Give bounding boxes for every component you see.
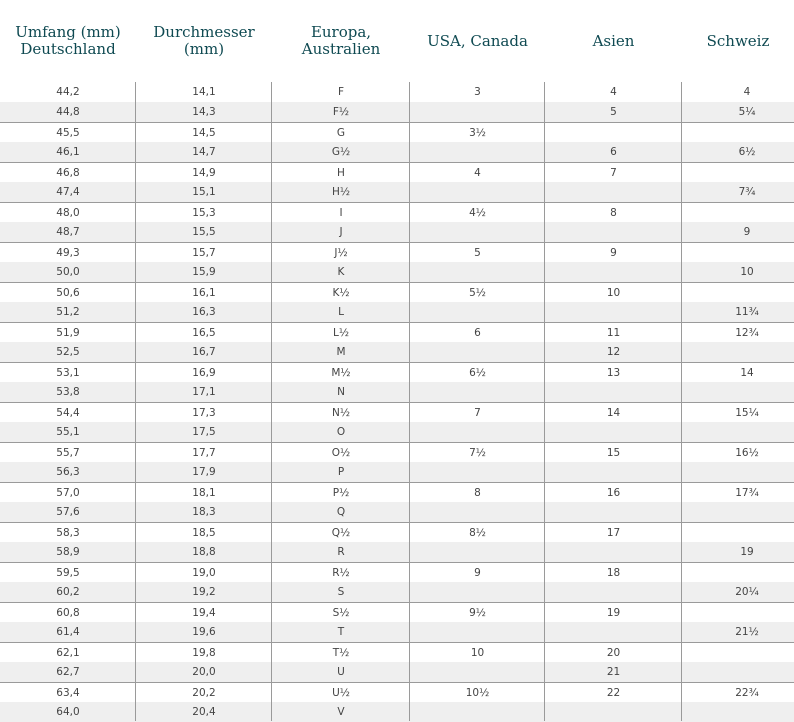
schweiz-cell: 17¾: [735, 487, 759, 499]
usa-cell: 3: [474, 86, 481, 98]
europa-cell: G: [336, 127, 346, 139]
table-row: [0, 582, 794, 602]
umfang-cell: 51,9: [56, 327, 80, 339]
schweiz-cell: [682, 502, 794, 522]
usa-cell: [410, 382, 545, 402]
europa-cell: S½: [332, 607, 350, 619]
table-row: [0, 462, 794, 482]
umfang-cell: 44,2: [56, 86, 80, 98]
header-asien: Asien: [592, 31, 635, 50]
asien-cell: 8: [610, 207, 617, 219]
asien-cell: [545, 582, 682, 602]
durchmesser-cell: 20,0: [192, 666, 216, 678]
asien-cell: [545, 462, 682, 482]
europa-cell: T½: [332, 647, 350, 659]
table-row: [0, 682, 794, 702]
table-row: [0, 542, 794, 562]
europa-cell: N½: [331, 407, 351, 419]
umfang-cell: 45,5: [56, 127, 80, 139]
asien-cell: [545, 182, 682, 202]
umfang-cell: 57,0: [56, 487, 80, 499]
header-umfang: Umfang (mm) Deutschland: [15, 23, 121, 58]
umfang-cell: 59,5: [56, 567, 80, 579]
usa-cell: 8½: [469, 527, 486, 539]
schweiz-cell: 20¼: [735, 586, 759, 598]
table-row: [0, 362, 794, 382]
usa-cell: 5½: [469, 287, 486, 299]
usa-cell: 8: [474, 487, 481, 499]
usa-cell: [410, 142, 545, 162]
usa-cell: [410, 702, 545, 722]
asien-cell: 16: [606, 487, 621, 499]
usa-cell: 4: [474, 167, 481, 179]
column-divider: [135, 82, 136, 721]
europa-cell: P½: [332, 487, 350, 499]
umfang-cell: 56,3: [56, 466, 80, 478]
umfang-cell: 64,0: [56, 706, 80, 718]
schweiz-cell: [682, 563, 794, 583]
schweiz-cell: [682, 283, 794, 303]
table-row: [0, 202, 794, 222]
usa-cell: 3½: [469, 127, 486, 139]
schweiz-cell: [682, 462, 794, 482]
table-row: [0, 522, 794, 542]
table-row: [0, 602, 794, 622]
schweiz-cell: 22¾: [735, 687, 759, 699]
asien-cell: 7: [610, 167, 617, 179]
usa-cell: [410, 262, 545, 282]
durchmesser-cell: 18,8: [192, 546, 216, 558]
durchmesser-cell: 16,1: [192, 287, 216, 299]
table-row: [0, 142, 794, 162]
europa-cell: K: [337, 266, 345, 278]
asien-cell: 6: [610, 146, 617, 158]
umfang-cell: 60,2: [56, 586, 80, 598]
schweiz-cell: [682, 523, 794, 543]
europa-cell: H: [337, 167, 345, 179]
durchmesser-cell: 17,3: [192, 407, 216, 419]
table-row: [0, 82, 794, 102]
umfang-cell: 49,3: [56, 247, 80, 259]
usa-cell: 7: [474, 407, 481, 419]
asien-cell: [545, 123, 682, 143]
durchmesser-cell: 19,0: [192, 567, 216, 579]
usa-cell: 10: [470, 647, 485, 659]
column-divider: [544, 82, 545, 721]
table-row: [0, 562, 794, 582]
umfang-cell: 46,1: [56, 146, 80, 158]
table-row: [0, 302, 794, 322]
umfang-cell: 54,4: [56, 407, 80, 419]
schweiz-cell: 11¾: [735, 306, 759, 318]
europa-cell: H½: [331, 186, 351, 198]
table-row: [0, 322, 794, 342]
header-europa-australien: Europa, Australien: [301, 23, 381, 58]
durchmesser-cell: 19,2: [192, 586, 216, 598]
header-usa-canada: USA, Canada: [427, 31, 528, 50]
usa-cell: [410, 222, 545, 242]
umfang-cell: 48,0: [56, 207, 80, 219]
table-row: [0, 282, 794, 302]
schweiz-cell: 15¼: [735, 407, 759, 419]
umfang-cell: 47,4: [56, 186, 80, 198]
schweiz-cell: 14: [740, 367, 754, 379]
usa-cell: [410, 622, 545, 642]
durchmesser-cell: 15,5: [192, 226, 216, 238]
table-row: [0, 482, 794, 502]
durchmesser-cell: 17,5: [192, 426, 216, 438]
schweiz-cell: [682, 163, 794, 183]
durchmesser-cell: 14,7: [192, 146, 216, 158]
usa-cell: 6½: [469, 367, 486, 379]
table-row: [0, 382, 794, 402]
europa-cell: L: [338, 306, 344, 318]
europa-cell: Q: [336, 506, 346, 518]
umfang-cell: 44,8: [56, 106, 80, 118]
umfang-cell: 55,1: [56, 426, 80, 438]
durchmesser-cell: 16,5: [192, 327, 216, 339]
usa-cell: [410, 302, 545, 322]
table-row: [0, 662, 794, 682]
umfang-cell: 62,1: [56, 647, 80, 659]
europa-cell: O: [336, 426, 346, 438]
schweiz-cell: [682, 243, 794, 263]
asien-cell: 17: [606, 527, 621, 539]
durchmesser-cell: 20,2: [192, 687, 216, 699]
europa-cell: M½: [331, 367, 351, 379]
durchmesser-cell: 18,3: [192, 506, 216, 518]
umfang-cell: 50,0: [56, 266, 80, 278]
usa-cell: [410, 342, 545, 362]
europa-cell: R½: [332, 567, 350, 579]
durchmesser-cell: 15,7: [192, 247, 216, 259]
asien-cell: 19: [606, 607, 621, 619]
usa-cell: [410, 422, 545, 442]
usa-cell: [410, 582, 545, 602]
europa-cell: N: [337, 386, 345, 398]
schweiz-cell: 7¾: [738, 186, 756, 198]
table-body: [0, 82, 794, 722]
schweiz-cell: [682, 702, 794, 722]
asien-cell: [545, 542, 682, 562]
schweiz-cell: [682, 123, 794, 143]
durchmesser-cell: 16,7: [192, 346, 216, 358]
schweiz-cell: [682, 342, 794, 362]
schweiz-cell: 21½: [735, 626, 759, 638]
europa-cell: M: [336, 346, 346, 358]
umfang-cell: 57,6: [56, 506, 80, 518]
umfang-cell: 52,5: [56, 346, 80, 358]
schweiz-cell: [682, 422, 794, 442]
table-row: [0, 162, 794, 182]
durchmesser-cell: 15,9: [192, 266, 216, 278]
asien-cell: 10: [606, 287, 621, 299]
schweiz-cell: 19: [740, 546, 754, 558]
table-row: [0, 262, 794, 282]
usa-cell: [410, 102, 545, 122]
asien-cell: [545, 382, 682, 402]
usa-cell: [410, 662, 545, 682]
schweiz-cell: 6½: [738, 146, 756, 158]
umfang-cell: 55,7: [56, 447, 80, 459]
table-row: [0, 642, 794, 662]
table-row: [0, 622, 794, 642]
usa-cell: [410, 542, 545, 562]
durchmesser-cell: 19,4: [192, 607, 216, 619]
umfang-cell: 63,4: [56, 687, 80, 699]
durchmesser-cell: 18,5: [192, 527, 216, 539]
table-row: [0, 502, 794, 522]
schweiz-cell: [682, 662, 794, 682]
asien-cell: [545, 622, 682, 642]
durchmesser-cell: 15,3: [192, 207, 216, 219]
schweiz-cell: [682, 603, 794, 623]
schweiz-cell: 9: [743, 226, 751, 238]
asien-cell: 9: [610, 247, 617, 259]
umfang-cell: 46,8: [56, 167, 80, 179]
column-divider: [681, 82, 682, 721]
umfang-cell: 61,4: [56, 626, 80, 638]
durchmesser-cell: 19,8: [192, 647, 216, 659]
asien-cell: [545, 422, 682, 442]
europa-cell: P: [337, 466, 345, 478]
durchmesser-cell: 18,1: [192, 487, 216, 499]
europa-cell: G½: [331, 146, 351, 158]
asien-cell: [545, 702, 682, 722]
durchmesser-cell: 14,1: [192, 86, 216, 98]
asien-cell: 22: [606, 687, 621, 699]
umfang-cell: 53,8: [56, 386, 80, 398]
durchmesser-cell: 17,9: [192, 466, 216, 478]
umfang-cell: 58,9: [56, 546, 80, 558]
asien-cell: [545, 302, 682, 322]
europa-cell: U½: [332, 687, 350, 699]
europa-cell: U: [337, 666, 345, 678]
durchmesser-cell: 16,9: [192, 367, 216, 379]
durchmesser-cell: 14,9: [192, 167, 216, 179]
table-row: [0, 222, 794, 242]
durchmesser-cell: 14,3: [192, 106, 216, 118]
europa-cell: T: [337, 626, 345, 638]
asien-cell: 4: [610, 86, 617, 98]
schweiz-cell: [682, 382, 794, 402]
asien-cell: 21: [606, 666, 621, 678]
asien-cell: 13: [606, 367, 621, 379]
europa-cell: J: [339, 226, 343, 238]
asien-cell: [545, 262, 682, 282]
table-row: [0, 702, 794, 722]
europa-cell: S: [337, 586, 345, 598]
umfang-cell: 60,8: [56, 607, 80, 619]
umfang-cell: 48,7: [56, 226, 80, 238]
europa-cell: I: [339, 207, 343, 219]
schweiz-cell: 4: [743, 86, 751, 98]
header-schweiz: Schweiz: [706, 31, 770, 50]
asien-cell: [545, 222, 682, 242]
schweiz-cell: 12¾: [735, 327, 759, 339]
durchmesser-cell: 14,5: [192, 127, 216, 139]
europa-cell: Q½: [331, 527, 351, 539]
durchmesser-cell: 16,3: [192, 306, 216, 318]
schweiz-cell: [682, 643, 794, 663]
usa-cell: 7½: [469, 447, 486, 459]
usa-cell: 4½: [469, 207, 486, 219]
umfang-cell: 58,3: [56, 527, 80, 539]
asien-cell: 20: [606, 647, 621, 659]
table-row: [0, 402, 794, 422]
schweiz-cell: 16½: [735, 447, 759, 459]
usa-cell: [410, 502, 545, 522]
umfang-cell: 53,1: [56, 367, 80, 379]
asien-cell: 18: [606, 567, 621, 579]
asien-cell: 15: [606, 447, 621, 459]
durchmesser-cell: 20,4: [192, 706, 216, 718]
table-row: [0, 422, 794, 442]
usa-cell: 6: [474, 327, 481, 339]
schweiz-cell: [682, 203, 794, 223]
durchmesser-cell: 17,7: [192, 447, 216, 459]
usa-cell: 9½: [469, 607, 486, 619]
asien-cell: 5: [610, 106, 617, 118]
table-row: [0, 342, 794, 362]
europa-cell: V: [337, 706, 345, 718]
column-divider: [271, 82, 272, 721]
usa-cell: [410, 182, 545, 202]
durchmesser-cell: 15,1: [192, 186, 216, 198]
table-row: [0, 242, 794, 262]
umfang-cell: 51,2: [56, 306, 80, 318]
europa-cell: R: [337, 546, 345, 558]
europa-cell: L½: [332, 327, 350, 339]
usa-cell: 9: [474, 567, 481, 579]
europa-cell: K½: [332, 287, 350, 299]
asien-cell: 14: [606, 407, 621, 419]
table-header: [0, 0, 794, 82]
europa-cell: J½: [334, 247, 348, 259]
europa-cell: F: [337, 86, 345, 98]
table-row: [0, 182, 794, 202]
header-durchmesser: Durchmesser (mm): [153, 23, 255, 58]
schweiz-cell: 5¼: [738, 106, 756, 118]
usa-cell: [410, 462, 545, 482]
usa-cell: 10½: [465, 687, 490, 699]
asien-cell: 12: [606, 346, 621, 358]
durchmesser-cell: 19,6: [192, 626, 216, 638]
umfang-cell: 62,7: [56, 666, 80, 678]
table-row: [0, 442, 794, 462]
table-row: [0, 102, 794, 122]
schweiz-cell: 10: [740, 266, 754, 278]
umfang-cell: 50,6: [56, 287, 80, 299]
durchmesser-cell: 17,1: [192, 386, 216, 398]
asien-cell: [545, 502, 682, 522]
asien-cell: 11: [606, 327, 621, 339]
column-divider: [409, 82, 410, 721]
usa-cell: 5: [474, 247, 481, 259]
table-row: [0, 122, 794, 142]
europa-cell: F½: [332, 106, 350, 118]
europa-cell: O½: [331, 447, 351, 459]
